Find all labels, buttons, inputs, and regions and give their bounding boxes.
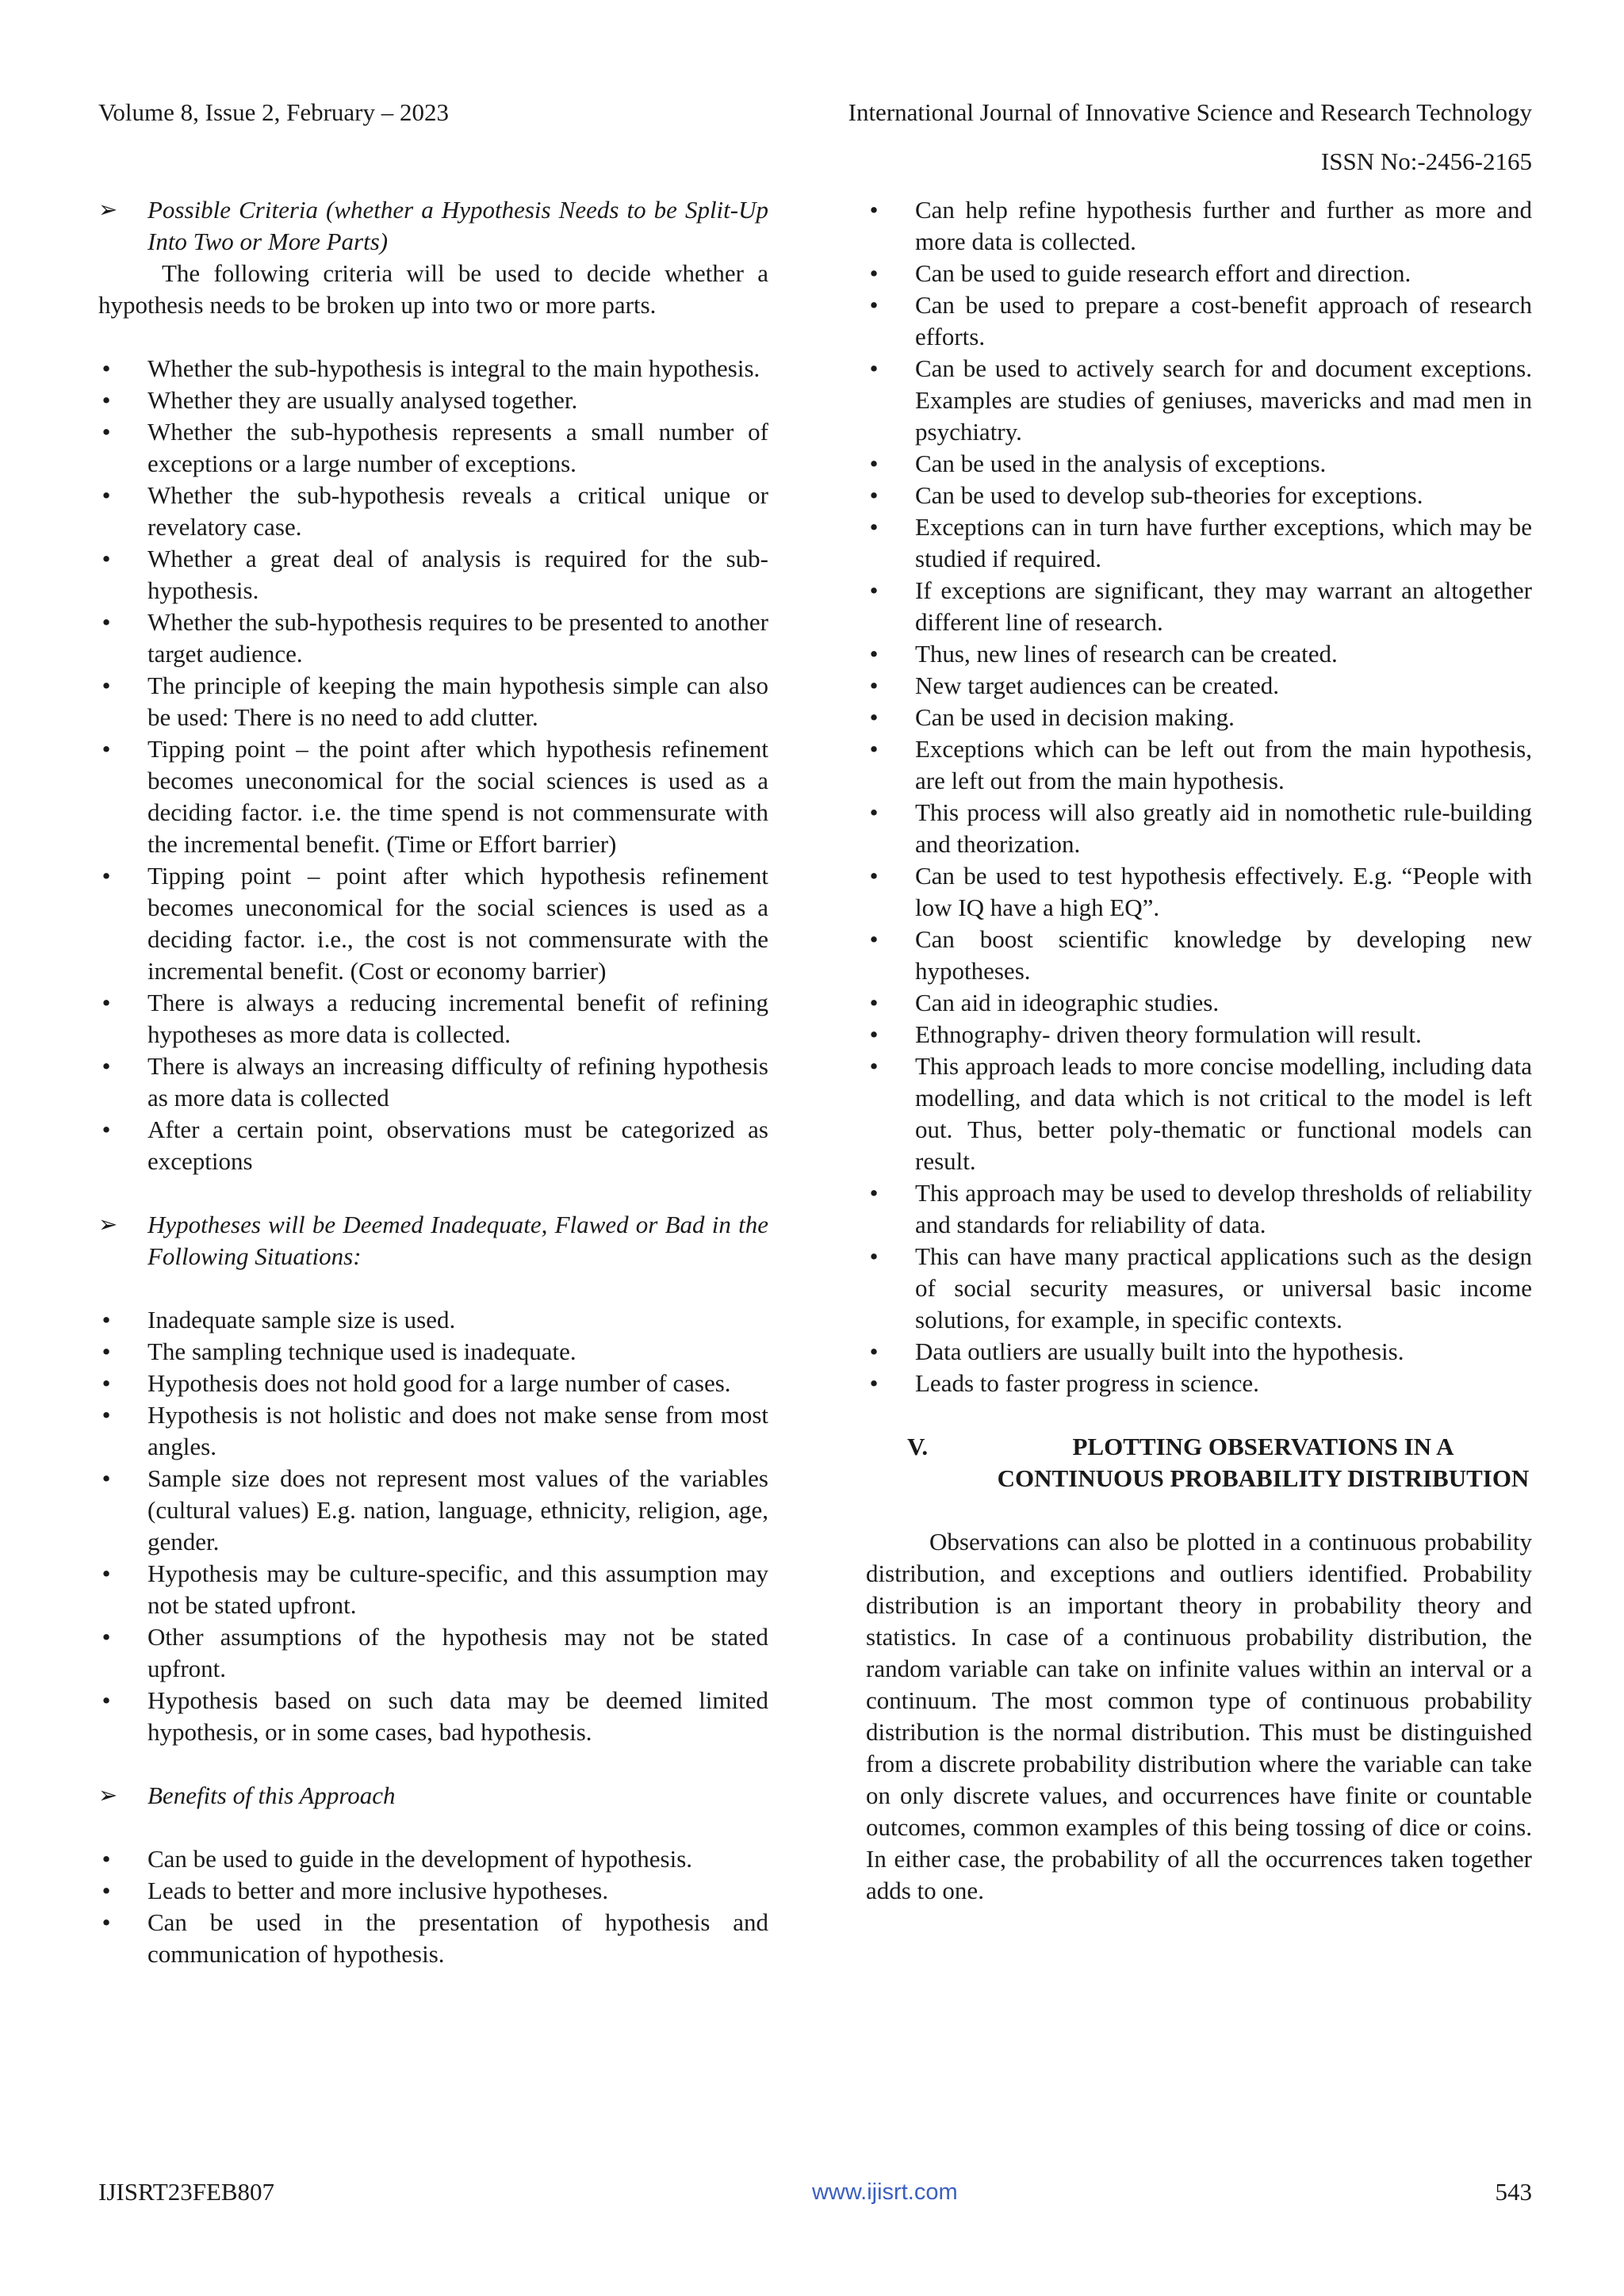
section-paragraph: Observations can also be plotted in a continuous probability distribution, and exceptions and outliers identified. Probability distribution is an important theory in probability theory and statistics. In case of a continuous probability distribution, the random variable can take on infinite values within an interval or a continuum. The most common type of continuous probability distribution is the normal distribution. This must be distinguished from a discrete probability distribution where the variable can take on only discrete values, and occurrences have finite or countable outcomes, common examples of this being tossing of dice or coins. In either case, the probability of all the occurrences taken together adds to one. xyxy=(866,1528,1532,1904)
list-item-text: Can aid in ideographic studies. xyxy=(915,989,1220,1016)
list-item xyxy=(866,1368,1532,1399)
bullet-icon: • xyxy=(869,1179,879,1207)
website-link[interactable]: www.ijisrt.com xyxy=(811,2179,958,2205)
list-item xyxy=(866,511,1532,575)
list-item xyxy=(98,416,768,480)
list-item xyxy=(98,1368,768,1399)
bullet-icon: • xyxy=(102,1401,111,1429)
list-item-text: Sample size does not represent most values of the variables (cultural values) E.g. nation, language, ethnicity, religion, age, gender. xyxy=(147,1464,768,1556)
list-item-text: Tipping point – point after which hypothesis refinement becomes uneconomical for the social sciences is used as a deciding factor. i.e., the cost is not commensurate with the incremental benefit. (Cost or economy barrier) xyxy=(147,862,768,985)
bullet-icon: • xyxy=(869,576,879,604)
bullet-icon: • xyxy=(102,989,111,1016)
list-item-text: New target audiences can be created. xyxy=(915,672,1280,699)
bullet-icon: • xyxy=(102,1559,111,1587)
page-number: 543 xyxy=(1495,2178,1532,2206)
list-item xyxy=(98,1875,768,1907)
list-item-text: Whether the sub-hypothesis represents a small number of exceptions or a large number of exceptions. xyxy=(147,418,768,477)
list-item-text: Can be used to develop sub-theories for exceptions. xyxy=(915,481,1423,509)
bullet-icon: • xyxy=(102,672,111,699)
list-item-text: Whether the sub-hypothesis reveals a critical unique or revelatory case. xyxy=(147,481,768,541)
bullet-icon: • xyxy=(869,1369,879,1397)
list-item xyxy=(98,733,768,860)
criteria-heading-block xyxy=(98,194,768,258)
bullet-icon: • xyxy=(869,291,879,319)
list-item xyxy=(866,1336,1532,1368)
list-item xyxy=(98,670,768,733)
inadequate-list xyxy=(98,1304,768,1748)
list-item xyxy=(866,702,1532,733)
issn: ISSN No:-2456-2165 xyxy=(1320,147,1532,175)
section-title: PLOTTING OBSERVATIONS IN A CONTINUOUS PROBABILITY DISTRIBUTION xyxy=(997,1433,1530,1492)
list-item xyxy=(98,1463,768,1558)
list-item-text: Hypothesis may be culture-specific, and this assumption may not be stated upfront. xyxy=(147,1559,768,1619)
bullet-icon: • xyxy=(102,1337,111,1365)
list-item xyxy=(98,987,768,1050)
list-item-text: There is always a reducing incremental benefit of refining hypotheses as more data is collected. xyxy=(147,989,768,1048)
list-item xyxy=(866,289,1532,353)
list-item-text: This process will also greatly aid in nomothetic rule-building and theorization. xyxy=(915,798,1532,858)
list-item-text: Whether a great deal of analysis is required for the sub-hypothesis. xyxy=(147,545,768,604)
list-item xyxy=(98,1685,768,1748)
list-item-text: This can have many practical applications such as the design of social security measures, or universal basic income solutions, for example, in specific contexts. xyxy=(915,1242,1532,1334)
list-item xyxy=(866,480,1532,511)
list-item xyxy=(98,1336,768,1368)
list-item xyxy=(98,1114,768,1177)
list-item xyxy=(98,1304,768,1336)
list-item-text: Tipping point – the point after which hypothesis refinement becomes uneconomical for the social sciences is used as a deciding factor. i.e. the time spend is not commensurate with the incremental benefit. (Time or Effort barrier) xyxy=(147,735,768,858)
list-item-text: Leads to faster progress in science. xyxy=(915,1369,1259,1397)
bullet-icon: • xyxy=(869,1337,879,1365)
bullet-icon: • xyxy=(102,735,111,763)
bullet-icon: • xyxy=(102,1908,111,1936)
list-item-text: After a certain point, observations must be categorized as exceptions xyxy=(147,1115,768,1175)
left-column xyxy=(98,194,768,1970)
list-item-text: Can be used in the analysis of exceptions. xyxy=(915,450,1327,477)
page-footer xyxy=(98,2176,1532,2208)
list-item xyxy=(866,1241,1532,1336)
list-item-text: Inadequate sample size is used. xyxy=(147,1306,456,1334)
bullet-icon: • xyxy=(102,608,111,636)
list-item xyxy=(98,480,768,543)
bullet-icon: • xyxy=(869,1242,879,1270)
bullet-icon: • xyxy=(102,1877,111,1904)
bullet-icon: • xyxy=(869,640,879,668)
list-item xyxy=(866,448,1532,480)
bullet-icon: • xyxy=(869,1020,879,1048)
section-heading xyxy=(866,1431,1532,1494)
list-item-text: Thus, new lines of research can be created. xyxy=(915,640,1338,668)
list-item-text: Whether the sub-hypothesis is integral to the main hypothesis. xyxy=(147,354,760,382)
journal-name: International Journal of Innovative Science and Research Technology xyxy=(848,98,1532,126)
right-column xyxy=(866,194,1532,1907)
list-item xyxy=(98,1399,768,1463)
list-item-text: Leads to better and more inclusive hypotheses. xyxy=(147,1877,609,1904)
list-item xyxy=(98,860,768,987)
list-item xyxy=(866,575,1532,638)
list-item xyxy=(866,987,1532,1019)
bullet-icon: • xyxy=(869,798,879,826)
bullet-icon: • xyxy=(102,1052,111,1080)
list-item-text: Whether they are usually analysed together. xyxy=(147,386,578,414)
list-item-text: This approach may be used to develop thresholds of reliability and standards for reliability of data. xyxy=(915,1179,1532,1238)
list-item xyxy=(98,385,768,416)
arrow-bullet-icon: ➢ xyxy=(98,197,118,223)
list-item xyxy=(866,860,1532,924)
section-number: V. xyxy=(907,1433,929,1460)
list-item-text: Can help refine hypothesis further and further as more and more data is collected. xyxy=(915,196,1532,255)
bullet-icon: • xyxy=(102,1115,111,1143)
list-item xyxy=(866,924,1532,987)
list-item xyxy=(866,670,1532,702)
list-item xyxy=(866,353,1532,448)
bullet-icon: • xyxy=(102,1845,111,1873)
list-item-text: Can be used to test hypothesis effectively. E.g. “People with low IQ have a high EQ”. xyxy=(915,862,1532,921)
criteria-list xyxy=(98,353,768,1177)
bullet-icon: • xyxy=(869,513,879,541)
bullet-icon: • xyxy=(869,196,879,224)
bullet-icon: • xyxy=(102,1369,111,1397)
bullet-icon: • xyxy=(869,354,879,382)
inadequate-heading: Hypotheses will be Deemed Inadequate, Flawed or Bad in the Following Situations: xyxy=(147,1211,768,1270)
bullet-icon: • xyxy=(102,1464,111,1492)
bullet-icon: • xyxy=(869,735,879,763)
list-item-text: Can be used to guide research effort and direction. xyxy=(915,259,1411,287)
list-item xyxy=(866,1177,1532,1241)
bullet-icon: • xyxy=(102,1306,111,1334)
list-item-text: Can be used in decision making. xyxy=(915,703,1235,731)
list-item xyxy=(866,733,1532,797)
list-item-text: Hypothesis based on such data may be deemed limited hypothesis, or in some cases, bad hypothesis. xyxy=(147,1686,768,1746)
bullet-icon: • xyxy=(102,1623,111,1651)
list-item-text: If exceptions are significant, they may warrant an altogether different line of research. xyxy=(915,576,1532,636)
benefits-list-left xyxy=(98,1843,768,1970)
bullet-icon: • xyxy=(869,703,879,731)
list-item-text: Exceptions can in turn have further exceptions, which may be studied if required. xyxy=(915,513,1532,572)
benefits-heading: Benefits of this Approach xyxy=(147,1781,396,1809)
list-item-text: Data outliers are usually built into the hypothesis. xyxy=(915,1337,1404,1365)
list-item-text: Can be used in the presentation of hypothesis and communication of hypothesis. xyxy=(147,1908,768,1968)
list-item xyxy=(98,1907,768,1970)
list-item xyxy=(866,797,1532,860)
list-item xyxy=(98,1558,768,1621)
list-item xyxy=(98,543,768,607)
list-item-text: Can boost scientific knowledge by developing new hypotheses. xyxy=(915,925,1532,985)
benefits-heading-block xyxy=(98,1780,768,1812)
criteria-heading: Possible Criteria (whether a Hypothesis Needs to be Split-Up Into Two or More Parts) xyxy=(147,196,768,255)
list-item-text: Other assumptions of the hypothesis may not be stated upfront. xyxy=(147,1623,768,1682)
list-item-text: The sampling technique used is inadequate. xyxy=(147,1337,576,1365)
benefits-list-right xyxy=(866,194,1532,1399)
list-item xyxy=(98,1621,768,1685)
list-item xyxy=(98,607,768,670)
inadequate-heading-block xyxy=(98,1209,768,1272)
list-item-text: Can be used to prepare a cost-benefit approach of research efforts. xyxy=(915,291,1532,350)
list-item-text: Exceptions which can be left out from the main hypothesis, are left out from the main hypothesis. xyxy=(915,735,1532,794)
bullet-icon: • xyxy=(869,989,879,1016)
list-item-text: Ethnography- driven theory formulation will result. xyxy=(915,1020,1422,1048)
list-item-text: The principle of keeping the main hypothesis simple can also be used: There is no need to add clutter. xyxy=(147,672,768,731)
criteria-intro: The following criteria will be used to decide whether a hypothesis needs to be broken up into two or more parts. xyxy=(98,259,768,319)
bullet-icon: • xyxy=(869,672,879,699)
bullet-icon: • xyxy=(102,1686,111,1714)
list-item xyxy=(866,258,1532,289)
bullet-icon: • xyxy=(869,1052,879,1080)
list-item xyxy=(866,1050,1532,1177)
page-header xyxy=(98,97,1532,178)
list-item-text: There is always an increasing difficulty of refining hypothesis as more data is collected xyxy=(147,1052,768,1112)
list-item xyxy=(98,1050,768,1114)
bullet-icon: • xyxy=(102,481,111,509)
arrow-bullet-icon: ➢ xyxy=(98,1783,118,1808)
paper-id: IJISRT23FEB807 xyxy=(98,2178,275,2206)
list-item xyxy=(98,1843,768,1875)
volume-info: Volume 8, Issue 2, February – 2023 xyxy=(98,98,449,126)
list-item-text: Hypothesis does not hold good for a large number of cases. xyxy=(147,1369,731,1397)
list-item-text: Hypothesis is not holistic and does not make sense from most angles. xyxy=(147,1401,768,1460)
list-item xyxy=(866,194,1532,258)
bullet-icon: • xyxy=(869,481,879,509)
list-item-text: Can be used to guide in the development of hypothesis. xyxy=(147,1845,693,1873)
bullet-icon: • xyxy=(869,925,879,953)
bullet-icon: • xyxy=(869,862,879,890)
list-item-text: Can be used to actively search for and document exceptions. Examples are studies of geniuses, mavericks and mad men in psychiatry. xyxy=(915,354,1532,446)
list-item xyxy=(866,638,1532,670)
list-item xyxy=(98,353,768,385)
bullet-icon: • xyxy=(102,386,111,414)
bullet-icon: • xyxy=(102,862,111,890)
bullet-icon: • xyxy=(102,418,111,446)
list-item xyxy=(866,1019,1532,1050)
bullet-icon: • xyxy=(869,450,879,477)
list-item-text: Whether the sub-hypothesis requires to be presented to another target audience. xyxy=(147,608,768,668)
bullet-icon: • xyxy=(869,259,879,287)
list-item-text: This approach leads to more concise modelling, including data modelling, and data which is not critical to the model is left out. Thus, better poly-thematic or functional models can result. xyxy=(915,1052,1532,1175)
bullet-icon: • xyxy=(102,354,111,382)
bullet-icon: • xyxy=(102,545,111,572)
arrow-bullet-icon: ➢ xyxy=(98,1212,118,1238)
